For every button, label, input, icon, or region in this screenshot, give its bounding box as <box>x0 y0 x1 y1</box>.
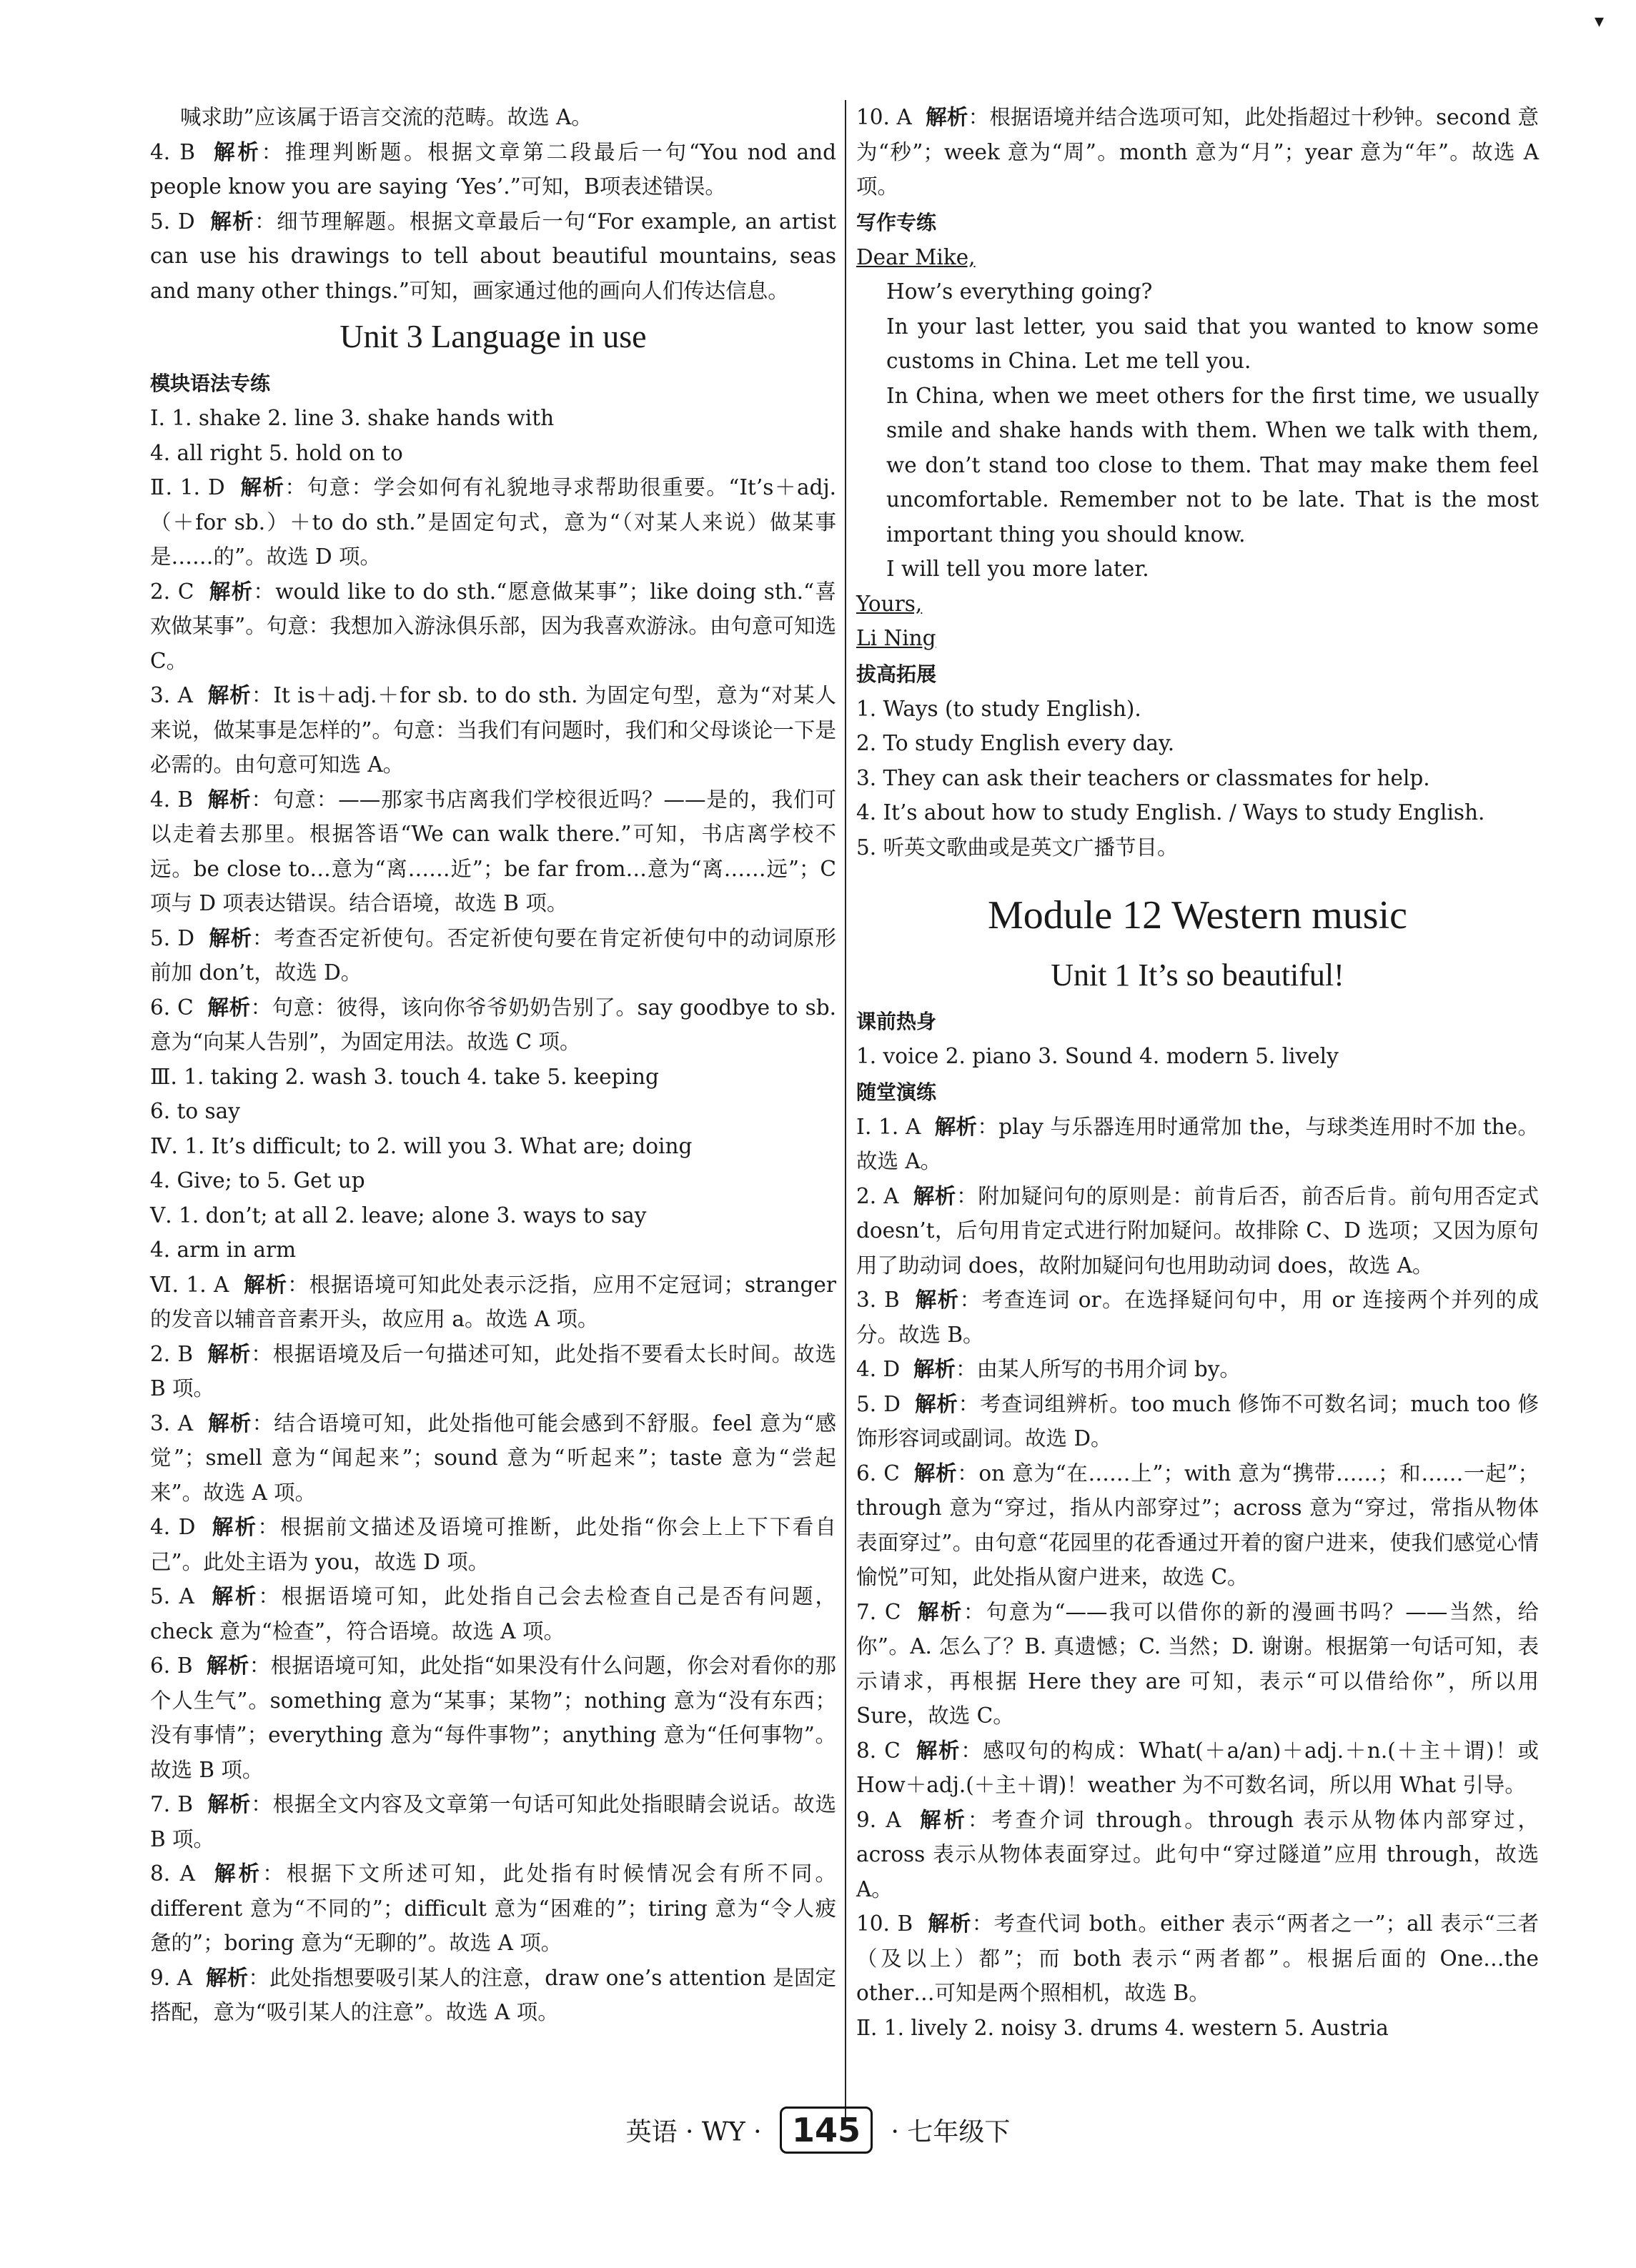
answer-text: ：附加疑问句的原则是：前肯后否，前否后肯。前句用否定式 doesn’t，后句用肯定式进行附加疑问。故排除 C、D 选项；又因为原句用了助动词 does，故附加疑问句也用助动词 does，故选 A。 <box>856 1183 1539 1278</box>
answer-number: 6. C <box>150 995 194 1020</box>
answer-item <box>856 1456 1539 1595</box>
answer-number: 9. A <box>856 1807 901 1832</box>
answer-item <box>856 1595 1539 1734</box>
text-line: 6. to say <box>150 1099 240 1123</box>
answer-item <box>856 100 1539 204</box>
analysis-label: 解析 <box>210 209 255 234</box>
answer-text: ：考查词组辨析。too much 修饰不可数名词；much too 修饰形容词或副词。故选 D。 <box>856 1391 1539 1451</box>
answer-item <box>856 1803 1539 1907</box>
text-line: Ⅰ. 1. shake 2. line 3. shake hands with <box>150 406 555 430</box>
section-title: Unit 1 It’s so beautiful! <box>1051 958 1344 993</box>
answer-text: ：此处指想要吸引某人的注意，draw one’s attention 是固定搭配，意为“吸引某人的注意”。故选 A 项。 <box>150 1965 836 2024</box>
answer-text: ：推理判断题。根据文章第二段最后一句“You nod and people know you are saying ‘Yes’.”可知，B项表述错误。 <box>150 139 836 199</box>
answer-item <box>150 1579 836 1648</box>
letter-line <box>856 309 1539 379</box>
letter-line <box>856 274 1539 309</box>
answer-number: 6. B <box>150 1653 193 1678</box>
answer-number: 10. B <box>856 1911 913 1936</box>
answer-number: Ⅰ. 1. A <box>856 1114 921 1139</box>
analysis-label: 解析 <box>928 1911 972 1936</box>
section-heading: 随堂演练 <box>856 1080 937 1104</box>
answer-number: 5. D <box>856 1391 901 1416</box>
footer-grade: · 七年级下 <box>891 2117 1011 2147</box>
section-heading: 拔高拓展 <box>856 662 937 686</box>
letter-text: In your last letter, you said that you wanted to know some customs in China. Let me tell you. <box>886 314 1539 373</box>
analysis-label: 解析 <box>920 1807 968 1832</box>
column-divider <box>845 100 846 2122</box>
answer-number: 3. A <box>150 1411 194 1436</box>
analysis-label: 解析 <box>207 1792 252 1816</box>
answer-item <box>856 1387 1539 1456</box>
letter-line <box>856 587 1539 622</box>
answer-text: ：结合语境可知，此处指他可能会感到不舒服。feel 意为“感觉”；smell 意为“闻起来”；sound 意为“听起来”；taste 意为“尝起来”。故选 A 项。 <box>150 1411 837 1505</box>
section-heading: 课前热身 <box>856 1010 937 1033</box>
answer-text: ：考查连词 or。在选择疑问句中，用 or 连接两个并列的成分。故选 B。 <box>856 1288 1539 1347</box>
answer-item <box>150 575 836 679</box>
text-line: 4. arm in arm <box>150 1238 297 1262</box>
answer-item <box>856 1110 1539 1179</box>
section-title: Module 12 Western music <box>987 893 1408 937</box>
answer-item <box>150 1648 836 1787</box>
analysis-label: 解析 <box>916 1738 961 1763</box>
text-line: Ⅲ. 1. taking 2. wash 3. touch 4. take 5. keeping <box>150 1064 659 1089</box>
answer-text: ：would like to do sth.“愿意做某事”；like doing sth.“喜欢做某事”。句意：我想加入游泳俱乐部，因为我喜欢游泳。由句意可知选 C。 <box>150 579 836 673</box>
analysis-label: 解析 <box>915 1391 958 1416</box>
answer-number: 5. D <box>150 925 194 950</box>
letter-text: Yours, <box>856 591 923 616</box>
answer-text: ：根据前文描述及语境可推断，此处指“你会上上下下看自己”。此处主语为 you，故选 D 项。 <box>150 1515 836 1574</box>
analysis-label: 解析 <box>240 475 285 499</box>
text-line: 4. It’s about how to study English. / Ways to study English. <box>856 800 1485 825</box>
answer-number: 6. C <box>856 1461 900 1486</box>
analysis-label: 解析 <box>926 105 968 129</box>
answer-number: Ⅵ. 1. A <box>150 1272 229 1297</box>
answer-text: ：It is＋adj.＋for sb. to do sth. 为固定句型，意为“对某人来说，做某事是怎样的”。句意：当我们有问题时，我们和父母谈论一下是必需的。由句意可知选 A。 <box>150 683 836 777</box>
text-line: Ⅳ. 1. It’s difficult; to 2. will you 3. What are; doing <box>150 1133 693 1158</box>
answer-item <box>150 1961 836 2030</box>
answer-text: ：句意：学会如何有礼貌地寻求帮助很重要。“It’s＋adj.（＋for sb.）＋to do sth.”是固定句式，意为“（对某人来说）做某事是……的”。故选 D 项。 <box>150 475 836 569</box>
analysis-label: 解析 <box>207 1653 249 1678</box>
answer-number: Ⅱ. 1. D <box>150 475 225 499</box>
answer-item <box>150 135 836 204</box>
analysis-label: 解析 <box>212 1515 258 1539</box>
analysis-label: 解析 <box>913 1461 958 1486</box>
analysis-label: 解析 <box>209 579 254 604</box>
answer-number: 9. A <box>150 1965 192 1990</box>
analysis-label: 解析 <box>212 1584 259 1608</box>
text-line: 2. To study English every day. <box>856 731 1175 755</box>
answer-number: 7. C <box>856 1599 901 1624</box>
answer-number: 5. D <box>150 209 195 234</box>
answer-number: 2. B <box>150 1341 194 1366</box>
answer-number: 5. A <box>150 1584 194 1608</box>
answer-number: 4. D <box>856 1357 901 1381</box>
answer-item <box>150 1406 836 1511</box>
answer-item <box>150 204 836 309</box>
answer-item <box>150 1787 836 1856</box>
answer-item <box>856 1179 1539 1283</box>
answer-text: ：由某人所写的书用介词 by。 <box>955 1357 1241 1381</box>
answer-number: 2. C <box>150 579 194 604</box>
answer-text: ：感叹句的构成：What(＋a/an)＋adj.＋n.(＋主＋谓)！或 How＋adj.(＋主＋谓)！weather 为不可数名词，所以用 What 引导。 <box>856 1738 1539 1797</box>
analysis-label: 解析 <box>934 1114 978 1139</box>
analysis-label: 解析 <box>918 1599 963 1624</box>
answer-number: 4. B <box>150 787 194 812</box>
letter-line <box>856 621 1539 656</box>
answer-item <box>150 1856 836 1961</box>
text-line: 喊求助”应该属于语言交流的范畴。故选 A。 <box>180 105 593 129</box>
letter-text: I will tell you more later. <box>886 557 1149 581</box>
answer-number: 8. A <box>150 1861 195 1886</box>
answer-text: ：考查介词 through。through 表示从物体内部穿过，across 表示从物体表面穿过。此句中“穿过隧道”应用 through，故选 A。 <box>856 1807 1540 1901</box>
answer-number: 4. D <box>150 1515 196 1539</box>
answer-item <box>856 1906 1539 2011</box>
letter-line <box>856 552 1539 587</box>
analysis-label: 解析 <box>214 1861 263 1886</box>
letter-text: In China, when we meet others for the first time, we usually smile and shake hands with them. When we talk with them, we don’t stand too close to them. That may make them feel uncomfortable. Remember not to be late. That is the most important thing you should know. <box>886 383 1539 547</box>
answer-text: ：根据语境并结合选项可知，此处指超过十秒钟。second 意为“秒”；week 意为“周”。month 意为“月”；year 意为“年”。故选 A 项。 <box>856 105 1539 199</box>
answer-text: ：根据语境可知此处表示泛指，应用不定冠词；stranger 的发音以辅音音素开头，故应用 a。故选 A 项。 <box>150 1272 836 1331</box>
section-heading: 模块语法专练 <box>150 372 271 395</box>
answer-text: ：根据语境及后一句描述可知，此处指不要看太长时间。故选 B 项。 <box>150 1341 836 1401</box>
answer-number: 10. A <box>856 105 912 129</box>
text-line: Ⅴ. 1. don’t; at all 2. leave; alone 3. ways to say <box>150 1203 647 1228</box>
analysis-label: 解析 <box>209 925 252 950</box>
answer-item <box>150 1268 836 1337</box>
page-footer <box>0 2107 1636 2154</box>
answer-item <box>150 921 836 990</box>
text-line: 1. voice 2. piano 3. Sound 4. modern 5. lively <box>856 1044 1339 1068</box>
answer-item <box>856 1352 1539 1387</box>
text-line: 5. 听英文歌曲或是英文广播节目。 <box>856 835 1179 860</box>
answer-text: ：根据下文所述可知，此处指有时候情况会有所不同。different 意为“不同的”；difficult 意为“困难的”；tiring 意为“令人疲惫的”；boring 意为“无聊的”。故选 A 项。 <box>150 1861 836 1955</box>
left-column <box>150 100 836 2030</box>
answer-item <box>150 678 836 782</box>
letter-text: How’s everything going? <box>886 279 1153 304</box>
answer-number: 8. C <box>856 1738 901 1763</box>
answer-text: ：句意：——那家书店离我们学校很近吗？——是的，我们可以走着去那里。根据答语“We can walk there.”可知，书店离学校不远。be close to…意为“离……近”；be far from…意为“离……远”；C项与 D 项表达错误。结合语境，故选 B 项。 <box>150 787 836 915</box>
letter-line <box>856 379 1539 552</box>
right-column <box>856 100 1539 2045</box>
answer-text: ：play 与乐器连用时通常加 the，与球类连用时不加 the。故选 A。 <box>856 1114 1539 1173</box>
answer-text: ：考查代词 both。either 表示“两者之一”；all 表示“三者（及以上）都”；而 both 表示“两者都”。根据后面的 One…the other…可知是两个照相机，故选 B。 <box>856 1911 1539 2005</box>
footer-subject: 英语 · WY · <box>625 2117 762 2147</box>
text-line: 3. They can ask their teachers or classmates for help. <box>856 765 1430 790</box>
page-number: 145 <box>780 2107 873 2154</box>
answer-text: ：on 意为“在……上”；with 意为“携带……；和……一起”；through 意为“穿过，指从内部穿过”；across 意为“穿过，常指从物体表面穿过”。由句意“花园里的花香通过开着的窗户进来，使我们感觉心情愉悦”可知，此处指从窗户进来，故选 C。 <box>856 1461 1539 1589</box>
answer-item <box>150 470 836 575</box>
answer-text: ：根据语境可知，此处指自己会去检查自己是否有问题，check 意为“检查”，符合语境。故选 A 项。 <box>150 1584 836 1643</box>
analysis-label: 解析 <box>244 1272 288 1297</box>
analysis-label: 解析 <box>214 139 262 164</box>
analysis-label: 解析 <box>207 995 251 1020</box>
answer-item <box>150 990 836 1060</box>
analysis-label: 解析 <box>207 1341 252 1366</box>
answer-item <box>150 1510 836 1579</box>
answer-item <box>150 782 836 921</box>
letter-text: Li Ning <box>856 626 936 650</box>
answer-item <box>856 1734 1539 1803</box>
answer-text: ：考查否定祈使句。否定祈使句要在肯定祈使句中的动词原形前加 don’t，故选 D。 <box>150 925 836 985</box>
text-line: Ⅱ. 1. lively 2. noisy 3. drums 4. western 5. Austria <box>856 2015 1389 2040</box>
answer-text: ：根据语境可知，此处指“如果没有什么问题，你会对看你的那个人生气”。something 意为“某事；某物”；nothing 意为“没有东西；没有事情”；everything 意为“每件事物”；anything 意为“任何事物”。故选 B 项。 <box>150 1653 836 1782</box>
analysis-label: 解析 <box>915 1288 960 1312</box>
answer-number: 3. A <box>150 683 193 707</box>
analysis-label: 解析 <box>913 1183 957 1208</box>
answer-item <box>150 1337 836 1406</box>
answer-number: 3. B <box>856 1288 900 1312</box>
answer-text: ：句意为“——我可以借你的新的漫画书吗？——当然，给你”。A. 怎么了？B. 真遗憾；C. 当然；D. 谢谢。根据第一句话可知，表示请求，再根据 Here they are 可知，表示“可以借给你”，所以用 Sure，故选 C。 <box>856 1599 1539 1728</box>
section-heading: 写作专练 <box>856 210 937 234</box>
analysis-label: 解析 <box>206 1965 249 1990</box>
analysis-label: 解析 <box>208 1411 252 1436</box>
answer-number: 4. B <box>150 139 195 164</box>
section-title: Unit 3 Language in use <box>339 318 647 354</box>
answer-text: ：句意：彼得，该向你爷爷奶奶告别了。say goodbye to sb. 意为“向某人告别”，为固定用法。故选 C 项。 <box>150 995 836 1054</box>
answer-text: ：根据全文内容及文章第一句话可知此处指眼睛会说话。故选 B 项。 <box>150 1792 836 1851</box>
letter-text: Dear Mike, <box>856 244 976 269</box>
letter-line <box>856 240 1539 275</box>
analysis-label: 解析 <box>207 683 252 707</box>
corner-mark: ▾ <box>1594 11 1604 32</box>
text-line: 4. all right 5. hold on to <box>150 440 403 465</box>
answer-number: 7. B <box>150 1792 194 1816</box>
answer-item <box>856 1283 1539 1352</box>
analysis-label: 解析 <box>913 1357 956 1381</box>
answer-number: 2. A <box>856 1183 899 1208</box>
answer-text: ：细节理解题。根据文章最后一句“For example, an artist can use his drawings to tell about beautiful mountains, seas and many other things.”可知，画家通过他的画向人们传达信息。 <box>150 209 836 303</box>
analysis-label: 解析 <box>207 787 252 812</box>
text-line: 4. Give; to 5. Get up <box>150 1168 365 1193</box>
text-line: 1. Ways (to study English). <box>856 696 1141 721</box>
